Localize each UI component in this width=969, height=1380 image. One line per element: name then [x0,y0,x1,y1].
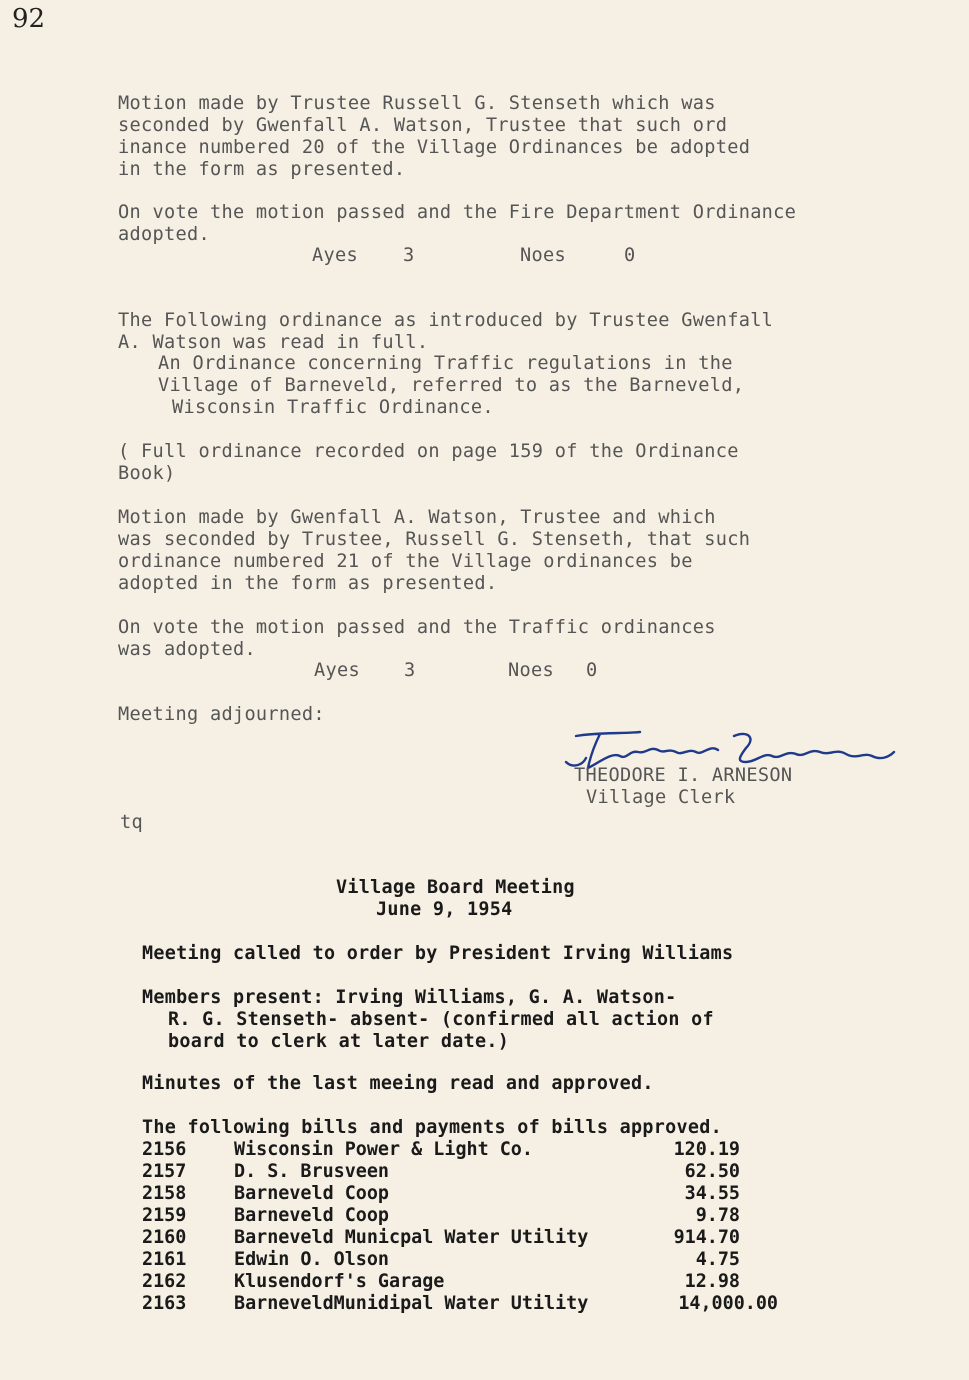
page-number: 92 [12,4,46,34]
bill-amount: 914.70 [673,1227,740,1248]
bill-number: 2162 [142,1271,187,1292]
text-line: R. G. Stenseth- absent- (confirmed all action of [168,1009,714,1030]
text-line: inance numbered 20 of the Village Ordinances be adopted [118,137,751,158]
vote-ayes-label: Ayes [314,660,360,681]
text-line: adopted. [118,224,210,245]
bill-number: 2160 [142,1227,187,1248]
bills-intro: The following bills and payments of bills approved. [142,1117,722,1138]
typist-initials: tq [120,812,143,833]
text-line: Village of Barneveld, referred to as the Barneveld, [158,375,745,396]
bill-payee: Barneveld Coop [234,1205,390,1226]
meeting-date: June 9, 1954 [376,899,513,920]
text-line: Minutes of the last meeing read and approved. [142,1073,654,1094]
bill-amount: 12.98 [684,1271,740,1292]
bill-number: 2159 [142,1205,187,1226]
vote-ayes-count: 3 [403,245,415,266]
bill-payee: BarneveldMunidipal Water Utility [234,1293,589,1314]
bill-payee: Barneveld Municpal Water Utility [234,1227,589,1248]
text-line: was adopted. [118,639,256,660]
vote-noes-count: 0 [624,245,636,266]
bill-amount: 120.19 [673,1139,740,1160]
bill-payee: Barneveld Coop [234,1183,390,1204]
vote-ayes-label: Ayes [312,245,358,266]
text-line: Book) [118,463,176,484]
bill-amount: 14,000.00 [678,1293,778,1314]
bill-amount: 62.50 [684,1161,740,1182]
text-line: in the form as presented. [118,159,406,180]
bill-payee: Wisconsin Power & Light Co. [234,1139,533,1160]
bill-amount: 4.75 [695,1249,740,1270]
text-line: seconded by Gwenfall A. Watson, Trustee that such ord [118,115,728,136]
clerk-title: Village Clerk [586,787,736,808]
clerk-name: THEODORE I. ARNESON [574,765,793,786]
text-line: adopted in the form as presented. [118,573,498,594]
text-line: On vote the motion passed and the Fire Department Ordinance [118,202,797,223]
vote-noes-label: Noes [520,245,566,266]
bill-amount: 9.78 [695,1205,740,1226]
vote-ayes-count: 3 [404,660,416,681]
meeting-adjourned: Meeting adjourned: [118,704,325,725]
bill-payee: D. S. Brusveen [234,1161,390,1182]
bill-number: 2161 [142,1249,187,1270]
vote-noes-count: 0 [586,660,598,681]
bill-amount: 34.55 [684,1183,740,1204]
bill-number: 2157 [142,1161,187,1182]
text-line: Motion made by Trustee Russell G. Stenseth which was [118,93,716,114]
text-line: On vote the motion passed and the Traffic ordinances [118,617,716,638]
text-line: ordinance numbered 21 of the Village ordinances be [118,551,693,572]
bill-payee: Klusendorf's Garage [234,1271,445,1292]
vote-noes-label: Noes [508,660,554,681]
bill-payee: Edwin O. Olson [234,1249,390,1270]
bill-number: 2163 [142,1293,187,1314]
text-line: An Ordinance concerning Traffic regulations in the [158,353,733,374]
text-line: Motion made by Gwenfall A. Watson, Trustee and which [118,507,716,528]
text-line: ( Full ordinance recorded on page 159 of the Ordinance [118,441,739,462]
text-line: Meeting called to order by President Irving Williams [142,943,734,964]
text-line: board to clerk at later date.) [168,1031,510,1052]
meeting-title: Village Board Meeting [336,877,575,898]
bill-number: 2156 [142,1139,187,1160]
text-line: The Following ordinance as introduced by Trustee Gwenfall [118,310,774,331]
text-line: A. Watson was read in full. [118,332,429,353]
text-line: Members present: Irving Williams, G. A. Watson- [142,987,677,1008]
bill-number: 2158 [142,1183,187,1204]
text-line: Wisconsin Traffic Ordinance. [172,397,494,418]
text-line: was seconded by Trustee, Russell G. Stenseth, that such [118,529,751,550]
